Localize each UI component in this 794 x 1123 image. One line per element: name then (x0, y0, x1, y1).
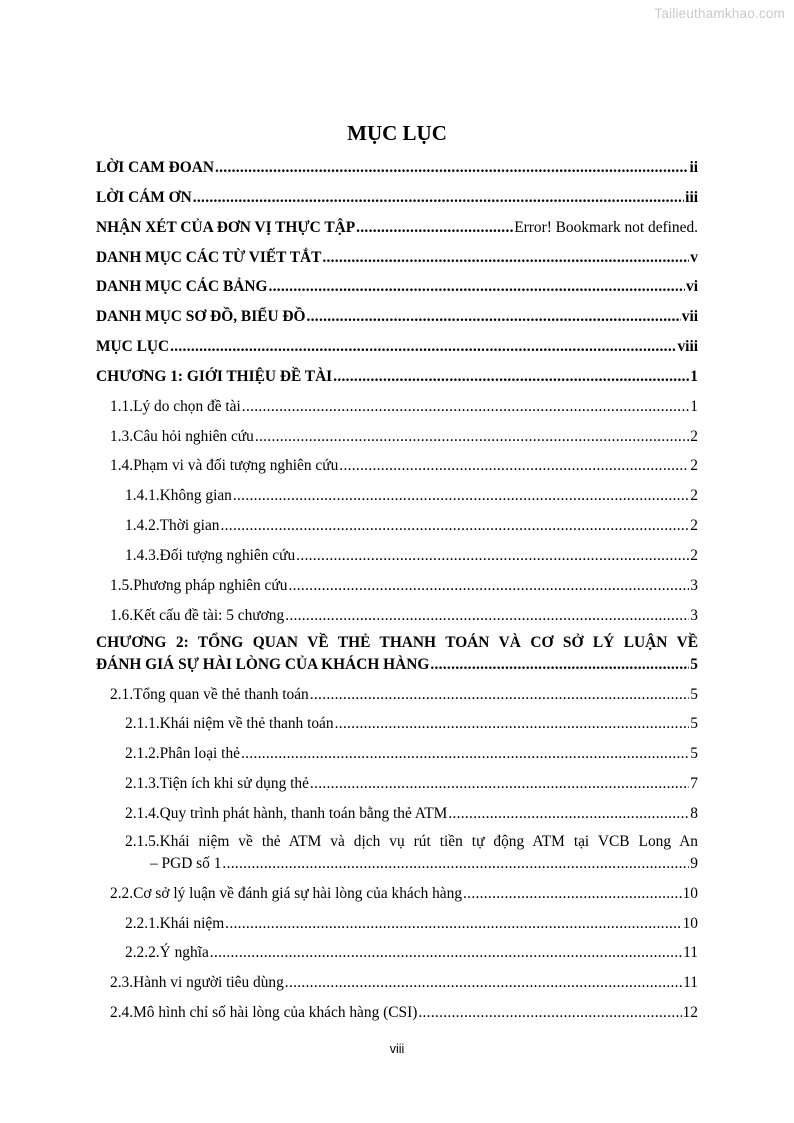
toc-entry[interactable] (96, 272, 698, 302)
toc-entry-page: viii (677, 338, 698, 356)
toc-entry-title: NHẬN XÉT CỦA ĐƠN VỊ THỰC TẬP (96, 218, 356, 236)
toc-entry-title: 2.4.Mô hình chỉ số hài lòng của khách hàng (CSI) (110, 1004, 418, 1022)
toc-entry-page: 9 (690, 854, 698, 872)
page-number: viii (389, 1042, 405, 1056)
toc-entry[interactable] (96, 968, 698, 998)
toc-entry-title: 1.4.3.Đối tượng nghiên cứu (125, 546, 296, 564)
toc-entry[interactable] (96, 938, 698, 968)
toc-leader (241, 739, 689, 769)
toc-entry-title: 1.4.Phạm vi và đối tượng nghiên cứu (110, 457, 339, 475)
toc-leader (285, 968, 682, 998)
toc-leader (210, 938, 682, 968)
toc-entry-title-line2: – PGD số 1 (150, 854, 222, 872)
toc-entry-title: 1.5.Phương pháp nghiên cứu (110, 576, 288, 594)
toc-entry-title-line2: ĐÁNH GIÁ SỰ HÀI LÒNG CỦA KHÁCH HÀNG (96, 655, 430, 673)
toc-entry[interactable] (96, 183, 698, 213)
toc-entry-page: 10 (682, 914, 698, 932)
toc-entry[interactable] (96, 998, 698, 1028)
toc-entry-title: LỜI CÁM ƠN (96, 188, 192, 206)
toc-leader (296, 541, 689, 571)
toc-leader (193, 183, 684, 213)
toc-entry[interactable] (96, 243, 698, 273)
toc-leader (288, 571, 689, 601)
toc-leader (356, 213, 513, 243)
toc-entry-page: 5 (690, 685, 698, 703)
toc-leader (221, 511, 690, 541)
toc-leader (222, 853, 689, 875)
toc-entry-chapter[interactable] (96, 632, 698, 676)
toc-entry[interactable] (96, 601, 698, 631)
toc-entry-title: LỜI CAM ĐOAN (96, 159, 214, 176)
toc-entry[interactable] (96, 422, 698, 452)
toc-entry[interactable] (96, 879, 698, 909)
toc-leader (333, 362, 689, 392)
toc-entry-page: 3 (690, 606, 698, 624)
toc-entry[interactable] (96, 511, 698, 541)
toc-leader (310, 680, 690, 710)
toc-entry-page: 1 (690, 397, 698, 415)
toc-leader (335, 709, 690, 739)
toc-entry-title: 1.3.Câu hỏi nghiên cứu (110, 427, 254, 445)
toc-entry-title: 1.4.1.Không gian (125, 487, 232, 505)
toc-entry-page: 1 (690, 367, 698, 385)
toc-entry-title: MỤC LỤC (96, 338, 170, 356)
toc-entry-page: 2 (690, 427, 698, 445)
toc-entry[interactable] (96, 680, 698, 710)
toc-leader (307, 302, 681, 332)
toc-entry-page: 2 (690, 517, 698, 535)
toc-entry-page: iii (685, 188, 698, 206)
toc-entry[interactable] (96, 332, 698, 362)
toc-entry-page: 3 (690, 576, 698, 594)
toc-entry[interactable] (96, 831, 698, 875)
toc-leader (418, 998, 681, 1028)
toc-entry-page: 2 (690, 457, 698, 475)
toc-entry-page: 5 (690, 715, 698, 733)
toc-entry-title: 1.6.Kết cấu đề tài: 5 chương (110, 606, 285, 624)
toc-leader (268, 272, 685, 302)
toc-entry-title-line1: 2.1.5.Khái niệm về thẻ ATM và dịch vụ rút tiền tự động ATM tại VCB Long An (125, 832, 698, 850)
toc-leader (215, 153, 688, 183)
toc-entry-page: 2 (690, 546, 698, 564)
toc-leader (430, 654, 689, 676)
toc-entry[interactable] (96, 392, 698, 422)
toc-entry[interactable] (96, 451, 698, 481)
page-title: MỤC LỤC (347, 121, 447, 145)
toc-entry-title: 2.1.Tổng quan về thẻ thanh toán (110, 685, 309, 703)
toc-leader (310, 769, 689, 799)
table-of-contents (96, 153, 698, 1028)
toc-entry-page: 2 (690, 487, 698, 505)
toc-entry-title: 2.2.2.Ý nghĩa (125, 944, 209, 962)
toc-entry-title: 2.2.1.Khái niệm (125, 914, 225, 932)
toc-entry[interactable] (96, 571, 698, 601)
toc-entry-title: DANH MỤC CÁC BẢNG (96, 278, 268, 296)
toc-entry-page: vi (686, 278, 698, 296)
toc-entry[interactable] (96, 541, 698, 571)
toc-entry-title: 2.1.2.Phân loại thẻ (125, 745, 240, 763)
toc-entry-page: 8 (690, 804, 698, 822)
toc-entry[interactable] (96, 769, 698, 799)
toc-entry[interactable] (96, 213, 698, 243)
toc-entry[interactable] (96, 739, 698, 769)
toc-entry-title: 2.1.1.Khái niệm về thẻ thanh toán (125, 715, 334, 733)
toc-leader (448, 799, 689, 829)
toc-entry-page: 11 (683, 944, 698, 962)
toc-entry[interactable] (96, 302, 698, 332)
toc-entry-page: 7 (690, 775, 698, 793)
toc-entry[interactable] (96, 909, 698, 939)
toc-entry-page: v (690, 248, 698, 266)
toc-entry-page: 10 (682, 884, 698, 902)
toc-leader (322, 243, 689, 273)
toc-entry-page: 5 (690, 655, 698, 673)
toc-entry-title: 2.3.Hành vi người tiêu dùng (110, 974, 284, 992)
toc-entry-title-line1: CHƯƠNG 2: TỔNG QUAN VỀ THẺ THANH TOÁN VÀ CƠ SỞ LÝ LUẬN VỀ (96, 633, 698, 651)
toc-entry-title: DANH MỤC SƠ ĐỒ, BIỂU ĐỒ (96, 308, 306, 326)
toc-entry-title: DANH MỤC CÁC TỪ VIẾT TẮT (96, 248, 322, 266)
toc-entry[interactable] (96, 799, 698, 829)
toc-entry-page: 11 (683, 974, 698, 992)
toc-entry-page: 12 (682, 1004, 698, 1022)
toc-entry-title: CHƯƠNG 1: GIỚI THIỆU ĐỀ TÀI (96, 367, 333, 385)
toc-entry-title: 2.1.3.Tiện ích khi sử dụng thẻ (125, 775, 309, 793)
toc-leader (255, 422, 689, 452)
toc-leader (225, 909, 681, 939)
toc-entry-title: 1.4.2.Thời gian (125, 517, 220, 535)
toc-entry-title: 1.1.Lý do chọn đề tài (110, 397, 241, 415)
toc-leader (233, 481, 689, 511)
toc-leader (170, 332, 676, 362)
toc-entry[interactable] (96, 153, 698, 183)
toc-leader (339, 451, 689, 481)
toc-entry-title: 2.1.4.Quy trình phát hành, thanh toán bằng thẻ ATM (125, 804, 448, 822)
toc-entry-page: 5 (690, 745, 698, 763)
toc-leader (285, 601, 689, 631)
toc-entry-chapter[interactable] (96, 362, 698, 392)
toc-entry-page: ii (689, 159, 698, 176)
toc-entry-page: Error! Bookmark not defined. (514, 218, 698, 236)
toc-entry[interactable] (96, 481, 698, 511)
toc-entry[interactable] (96, 709, 698, 739)
toc-leader (242, 392, 690, 422)
watermark: Tailieuthamkhao.com (654, 6, 785, 21)
toc-entry-title: 2.2.Cơ sở lý luận về đánh giá sự hài lòng của khách hàng (110, 884, 463, 902)
toc-entry-page: vii (681, 308, 698, 326)
toc-leader (463, 879, 682, 909)
